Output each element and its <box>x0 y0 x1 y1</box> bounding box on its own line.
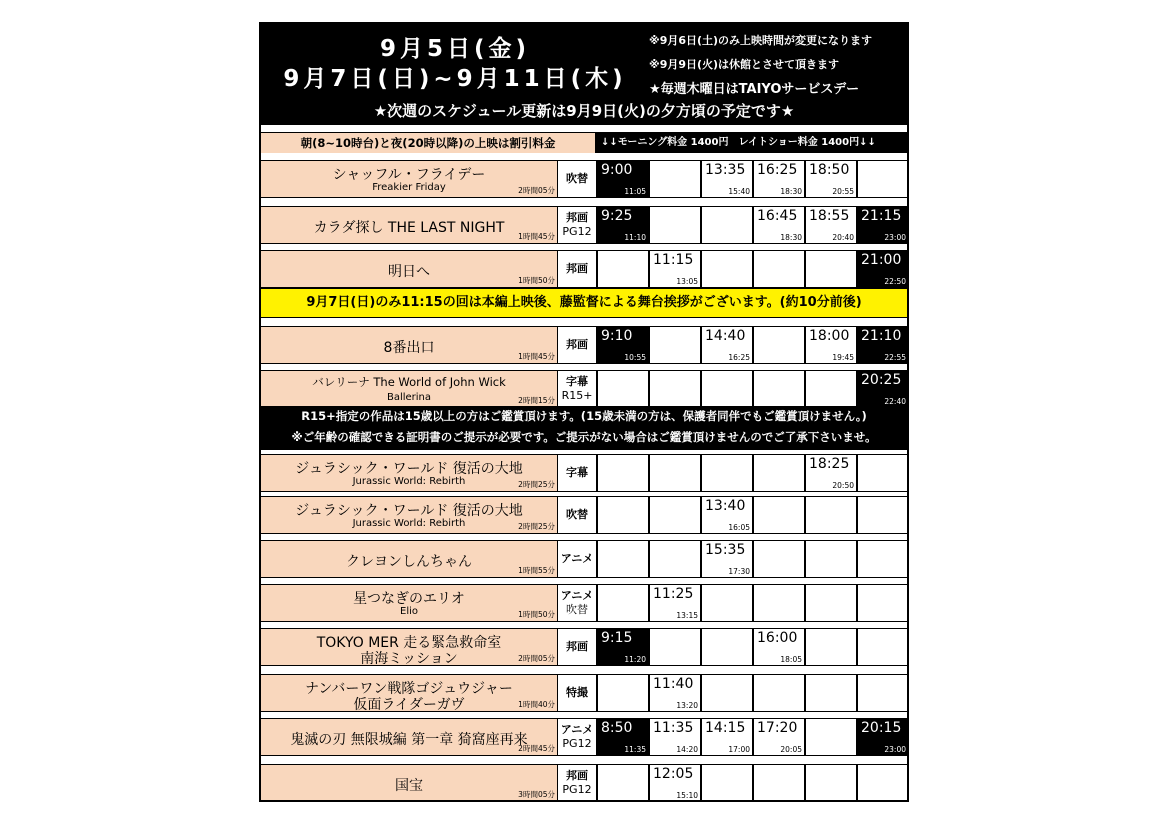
movie-type-label: 邦画 <box>566 262 588 275</box>
showtime-end: 11:10 <box>624 233 646 242</box>
movie-title: クレヨンしんちゃん <box>346 554 472 570</box>
showtime-end: 19:45 <box>832 353 854 362</box>
empty-slot <box>857 496 909 534</box>
empty-slot <box>805 674 857 712</box>
showtime-end: 20:50 <box>832 481 854 490</box>
movie-title-cell <box>261 454 557 492</box>
showtime-end: 22:40 <box>884 397 906 406</box>
empty-slot <box>857 160 909 198</box>
movie-duration: 3時間05分 <box>518 790 555 799</box>
showtime-start: 16:45 <box>757 208 798 224</box>
header-note-3: ★毎週木曜日はTAIYOサービスデー <box>649 82 860 97</box>
showtime-start: 18:25 <box>809 456 850 472</box>
movie-type <box>557 718 597 756</box>
movie-title-cell <box>261 206 557 244</box>
empty-slot <box>701 370 753 408</box>
showtime-end: 11:35 <box>624 745 646 754</box>
showtime-slot <box>649 718 701 756</box>
showtime-slot <box>753 206 805 244</box>
empty-slot <box>701 454 753 492</box>
movie-duration: 2時間15分 <box>518 396 555 405</box>
showtime-end: 13:05 <box>676 277 698 286</box>
movie-type <box>557 674 597 712</box>
empty-slot <box>753 454 805 492</box>
empty-slot <box>857 584 909 622</box>
empty-slot <box>597 454 649 492</box>
showtime-end: 23:00 <box>884 233 906 242</box>
movie-duration: 1時間50分 <box>518 610 555 619</box>
showtime-slot <box>701 496 753 534</box>
showtime-slot <box>753 160 805 198</box>
empty-slot <box>701 584 753 622</box>
discount-note: 朝(8~10時台)と夜(20時以降)の上映は割引料金 <box>261 133 595 153</box>
movie-type-label: 邦画 <box>566 338 588 351</box>
empty-slot <box>753 674 805 712</box>
showtime-end: 23:00 <box>884 745 906 754</box>
movie-duration: 1時間50分 <box>518 276 555 285</box>
movie-row <box>261 584 907 622</box>
empty-slot <box>753 326 805 364</box>
movie-duration: 1時間55分 <box>518 566 555 575</box>
movie-type <box>557 496 597 534</box>
movie-type <box>557 250 597 288</box>
movie-row <box>261 628 907 666</box>
showtime-slot <box>857 206 909 244</box>
showtime-slot <box>857 370 909 408</box>
showtime-slot <box>597 160 649 198</box>
empty-slot <box>753 540 805 578</box>
movie-title-cell <box>261 674 557 712</box>
movie-subtitle: 仮面ライダーガヴ <box>353 697 465 713</box>
showtime-start: 8:50 <box>601 720 633 736</box>
showtime-end: 22:50 <box>884 277 906 286</box>
movie-type-label: 邦画 <box>566 640 588 653</box>
showtime-slot <box>805 326 857 364</box>
empty-slot <box>857 454 909 492</box>
movie-row <box>261 370 907 408</box>
empty-slot <box>649 326 701 364</box>
showtime-end: 20:40 <box>832 233 854 242</box>
showtime-end: 13:20 <box>676 701 698 710</box>
empty-slot <box>597 370 649 408</box>
showtime-start: 9:15 <box>601 630 633 646</box>
date-line-2: 9月7日(日)~9月11日(木) <box>283 66 627 92</box>
movie-type <box>557 764 597 802</box>
movie-title-cell <box>261 326 557 364</box>
movie-type <box>557 370 597 408</box>
showtime-slot <box>649 674 701 712</box>
showtime-start: 12:05 <box>653 766 694 782</box>
showtime-slot <box>857 718 909 756</box>
movie-title-cell <box>261 718 557 756</box>
movie-title-cell <box>261 250 557 288</box>
empty-slot <box>597 674 649 712</box>
showtime-end: 11:05 <box>624 187 646 196</box>
movie-title-cell <box>261 496 557 534</box>
movie-duration: 2時間25分 <box>518 480 555 489</box>
showtime-end: 17:30 <box>728 567 750 576</box>
movie-title: ジュラシック・ワールド 復活の大地 <box>295 461 523 477</box>
showtime-start: 9:00 <box>601 162 633 178</box>
empty-slot <box>649 454 701 492</box>
showtime-end: 10:55 <box>624 353 646 362</box>
movie-title-cell <box>261 370 557 408</box>
movie-subtitle: Freakier Friday <box>372 182 446 193</box>
movie-type-label: 吹替 <box>566 508 588 521</box>
showtime-start: 9:25 <box>601 208 633 224</box>
empty-slot <box>753 370 805 408</box>
movie-type-label: 吹替 <box>566 603 588 616</box>
movie-title: ジュラシック・ワールド 復活の大地 <box>295 503 523 519</box>
empty-slot <box>597 764 649 802</box>
empty-slot <box>649 540 701 578</box>
movie-type-label: 特撮 <box>566 686 588 699</box>
showtime-slot <box>805 206 857 244</box>
movie-subtitle: Jurassic World: Rebirth <box>352 518 466 529</box>
showtime-end: 18:30 <box>780 187 802 196</box>
movie-type-label: アニメ <box>560 723 594 736</box>
date-line-1: 9月5日(金) <box>379 36 531 62</box>
movie-type <box>557 628 597 666</box>
showtime-slot <box>597 206 649 244</box>
empty-slot <box>597 540 649 578</box>
movie-title: カラダ探し THE LAST NIGHT <box>313 220 505 236</box>
schedule-header <box>261 24 907 125</box>
showtime-start: 18:50 <box>809 162 850 178</box>
movie-type <box>557 540 597 578</box>
movie-subtitle: 南海ミッション <box>360 651 458 667</box>
empty-slot <box>701 250 753 288</box>
showtime-slot <box>701 718 753 756</box>
showtime-end: 14:20 <box>676 745 698 754</box>
update-notice: ★次週のスケジュール更新は9月9日(火)の夕方頃の予定です★ <box>373 102 795 120</box>
empty-slot <box>701 764 753 802</box>
showtime-start: 14:40 <box>705 328 746 344</box>
showtime-start: 16:25 <box>757 162 798 178</box>
empty-slot <box>857 764 909 802</box>
showtime-slot <box>649 764 701 802</box>
movie-duration: 2時間45分 <box>518 744 555 753</box>
showtime-slot <box>753 718 805 756</box>
showtime-start: 14:15 <box>705 720 746 736</box>
showtime-start: 16:00 <box>757 630 798 646</box>
movie-duration: 1時間45分 <box>518 352 555 361</box>
showtime-end: 15:10 <box>676 791 698 800</box>
showtime-slot <box>701 540 753 578</box>
movie-type <box>557 206 597 244</box>
movie-duration: 1時間45分 <box>518 232 555 241</box>
movie-type <box>557 160 597 198</box>
empty-slot <box>805 370 857 408</box>
movie-row <box>261 250 907 288</box>
price-bar <box>261 132 907 153</box>
header-note-1: ※9月6日(土)のみ上映時間が変更になります <box>649 34 873 47</box>
showtime-end: 20:05 <box>780 745 802 754</box>
showtime-slot <box>649 584 701 622</box>
rating-notes <box>261 406 907 450</box>
movie-type-label: R15+ <box>561 389 593 402</box>
showtime-start: 21:15 <box>861 208 902 224</box>
showtime-end: 22:55 <box>884 353 906 362</box>
movie-duration: 2時間05分 <box>518 654 555 663</box>
empty-slot <box>701 628 753 666</box>
empty-slot <box>597 496 649 534</box>
movie-row <box>261 160 907 198</box>
movie-type-label: PG12 <box>562 737 592 750</box>
empty-slot <box>805 718 857 756</box>
empty-slot <box>805 250 857 288</box>
showtime-end: 16:25 <box>728 353 750 362</box>
showtime-start: 21:00 <box>861 252 902 268</box>
movie-type-label: アニメ <box>560 589 594 602</box>
empty-slot <box>857 628 909 666</box>
movie-row <box>261 496 907 534</box>
movie-title: 鬼滅の刃 無限城編 第一章 猗窩座再来 <box>290 732 528 748</box>
showtime-end: 16:05 <box>728 523 750 532</box>
showtime-slot <box>597 718 649 756</box>
header-note-2: ※9月9日(火)は休館とさせて頂きます <box>649 58 840 71</box>
movie-type-label: 吹替 <box>566 172 588 185</box>
showtime-slot <box>649 250 701 288</box>
movie-title-cell <box>261 584 557 622</box>
showtime-slot <box>857 326 909 364</box>
empty-slot <box>701 674 753 712</box>
showtime-slot <box>805 160 857 198</box>
movie-title: バレリーナ The World of John Wick <box>312 375 506 389</box>
movie-row <box>261 454 907 492</box>
empty-slot <box>805 584 857 622</box>
showtime-end: 15:40 <box>728 187 750 196</box>
showtime-start: 11:35 <box>653 720 694 736</box>
showtime-start: 9:10 <box>601 328 633 344</box>
movie-row <box>261 206 907 244</box>
empty-slot <box>805 496 857 534</box>
stage-greeting-notice: 9月7日(日)のみ11:15の回は本編上映後、藤監督による舞台挨拶がございます。(約10分前後) <box>261 288 907 318</box>
showtime-slot <box>805 454 857 492</box>
empty-slot <box>649 206 701 244</box>
empty-slot <box>649 370 701 408</box>
movie-title: 国宝 <box>395 778 423 794</box>
movie-row <box>261 718 907 756</box>
schedule-sheet <box>259 22 909 802</box>
movie-duration: 1時間40分 <box>518 700 555 709</box>
movie-subtitle: Elio <box>400 606 418 617</box>
movie-title: シャッフル・フライデー <box>332 167 486 183</box>
showtime-end: 18:05 <box>780 655 802 664</box>
empty-slot <box>753 250 805 288</box>
movie-type-label: PG12 <box>562 783 592 796</box>
showtime-start: 20:25 <box>861 372 902 388</box>
movie-title: ナンバーワン戦隊ゴジュウジャー <box>305 681 513 697</box>
empty-slot <box>597 250 649 288</box>
showtime-slot <box>753 628 805 666</box>
showtime-start: 18:00 <box>809 328 850 344</box>
rating-note-1: R15+指定の作品は15歳以上の方はご鑑賞頂けます。(15歳未満の方は、保護者同伴でもご鑑賞頂けません。) <box>301 409 867 423</box>
empty-slot <box>753 584 805 622</box>
movie-type-label: PG12 <box>562 225 592 238</box>
empty-slot <box>597 584 649 622</box>
movie-row <box>261 764 907 802</box>
movie-title-cell <box>261 628 557 666</box>
showtime-start: 20:15 <box>861 720 902 736</box>
showtime-end: 13:15 <box>676 611 698 620</box>
empty-slot <box>649 160 701 198</box>
showtime-slot <box>701 160 753 198</box>
movie-type-label: アニメ <box>560 552 594 565</box>
showtime-start: 11:25 <box>653 586 694 602</box>
empty-slot <box>805 628 857 666</box>
showtime-end: 17:00 <box>728 745 750 754</box>
showtime-slot <box>597 326 649 364</box>
empty-slot <box>753 764 805 802</box>
movie-duration: 2時間05分 <box>518 186 555 195</box>
showtime-start: 21:10 <box>861 328 902 344</box>
movie-type-label: 字幕 <box>566 375 588 388</box>
movie-type-label: 字幕 <box>566 466 588 479</box>
movie-subtitle: Jurassic World: Rebirth <box>352 476 466 487</box>
movie-title-cell <box>261 160 557 198</box>
movie-subtitle: Ballerina <box>386 392 432 403</box>
empty-slot <box>857 674 909 712</box>
showtime-end: 18:30 <box>780 233 802 242</box>
empty-slot <box>857 540 909 578</box>
empty-slot <box>649 496 701 534</box>
empty-slot <box>805 540 857 578</box>
movie-title: TOKYO MER 走る緊急救命室 <box>316 635 502 651</box>
showtime-slot <box>597 628 649 666</box>
price-info: ↓↓モーニング料金 1400円 レイトショー料金 1400円↓↓ <box>601 137 876 148</box>
rating-note-2: ※ご年齢の確認できる証明書のご提示が必要です。ご提示がない場合はご鑑賞頂けませんのでご了承下さいませ。 <box>291 430 877 444</box>
movie-title-cell <box>261 540 557 578</box>
showtime-start: 13:35 <box>705 162 746 178</box>
movie-title: 星つなぎのエリオ <box>353 591 465 607</box>
movie-type-label: 邦画 <box>566 211 588 224</box>
showtime-start: 11:15 <box>653 252 694 268</box>
showtime-end: 11:20 <box>624 655 646 664</box>
showtime-start: 11:40 <box>653 676 694 692</box>
movie-type <box>557 326 597 364</box>
movie-row <box>261 674 907 712</box>
showtime-start: 13:40 <box>705 498 746 514</box>
movie-type <box>557 584 597 622</box>
empty-slot <box>649 628 701 666</box>
showtime-slot <box>701 326 753 364</box>
movie-title: 8番出口 <box>383 340 435 356</box>
movie-type <box>557 454 597 492</box>
empty-slot <box>753 496 805 534</box>
showtime-end: 20:55 <box>832 187 854 196</box>
movie-row <box>261 540 907 578</box>
movie-title-cell <box>261 764 557 802</box>
showtime-start: 18:55 <box>809 208 850 224</box>
showtime-slot <box>857 250 909 288</box>
empty-slot <box>805 764 857 802</box>
showtime-start: 15:35 <box>705 542 746 558</box>
movie-type-label: 邦画 <box>566 769 588 782</box>
empty-slot <box>701 206 753 244</box>
movie-title: 明日へ <box>388 264 430 280</box>
movie-row <box>261 326 907 364</box>
movie-duration: 2時間25分 <box>518 522 555 531</box>
showtime-start: 17:20 <box>757 720 798 736</box>
